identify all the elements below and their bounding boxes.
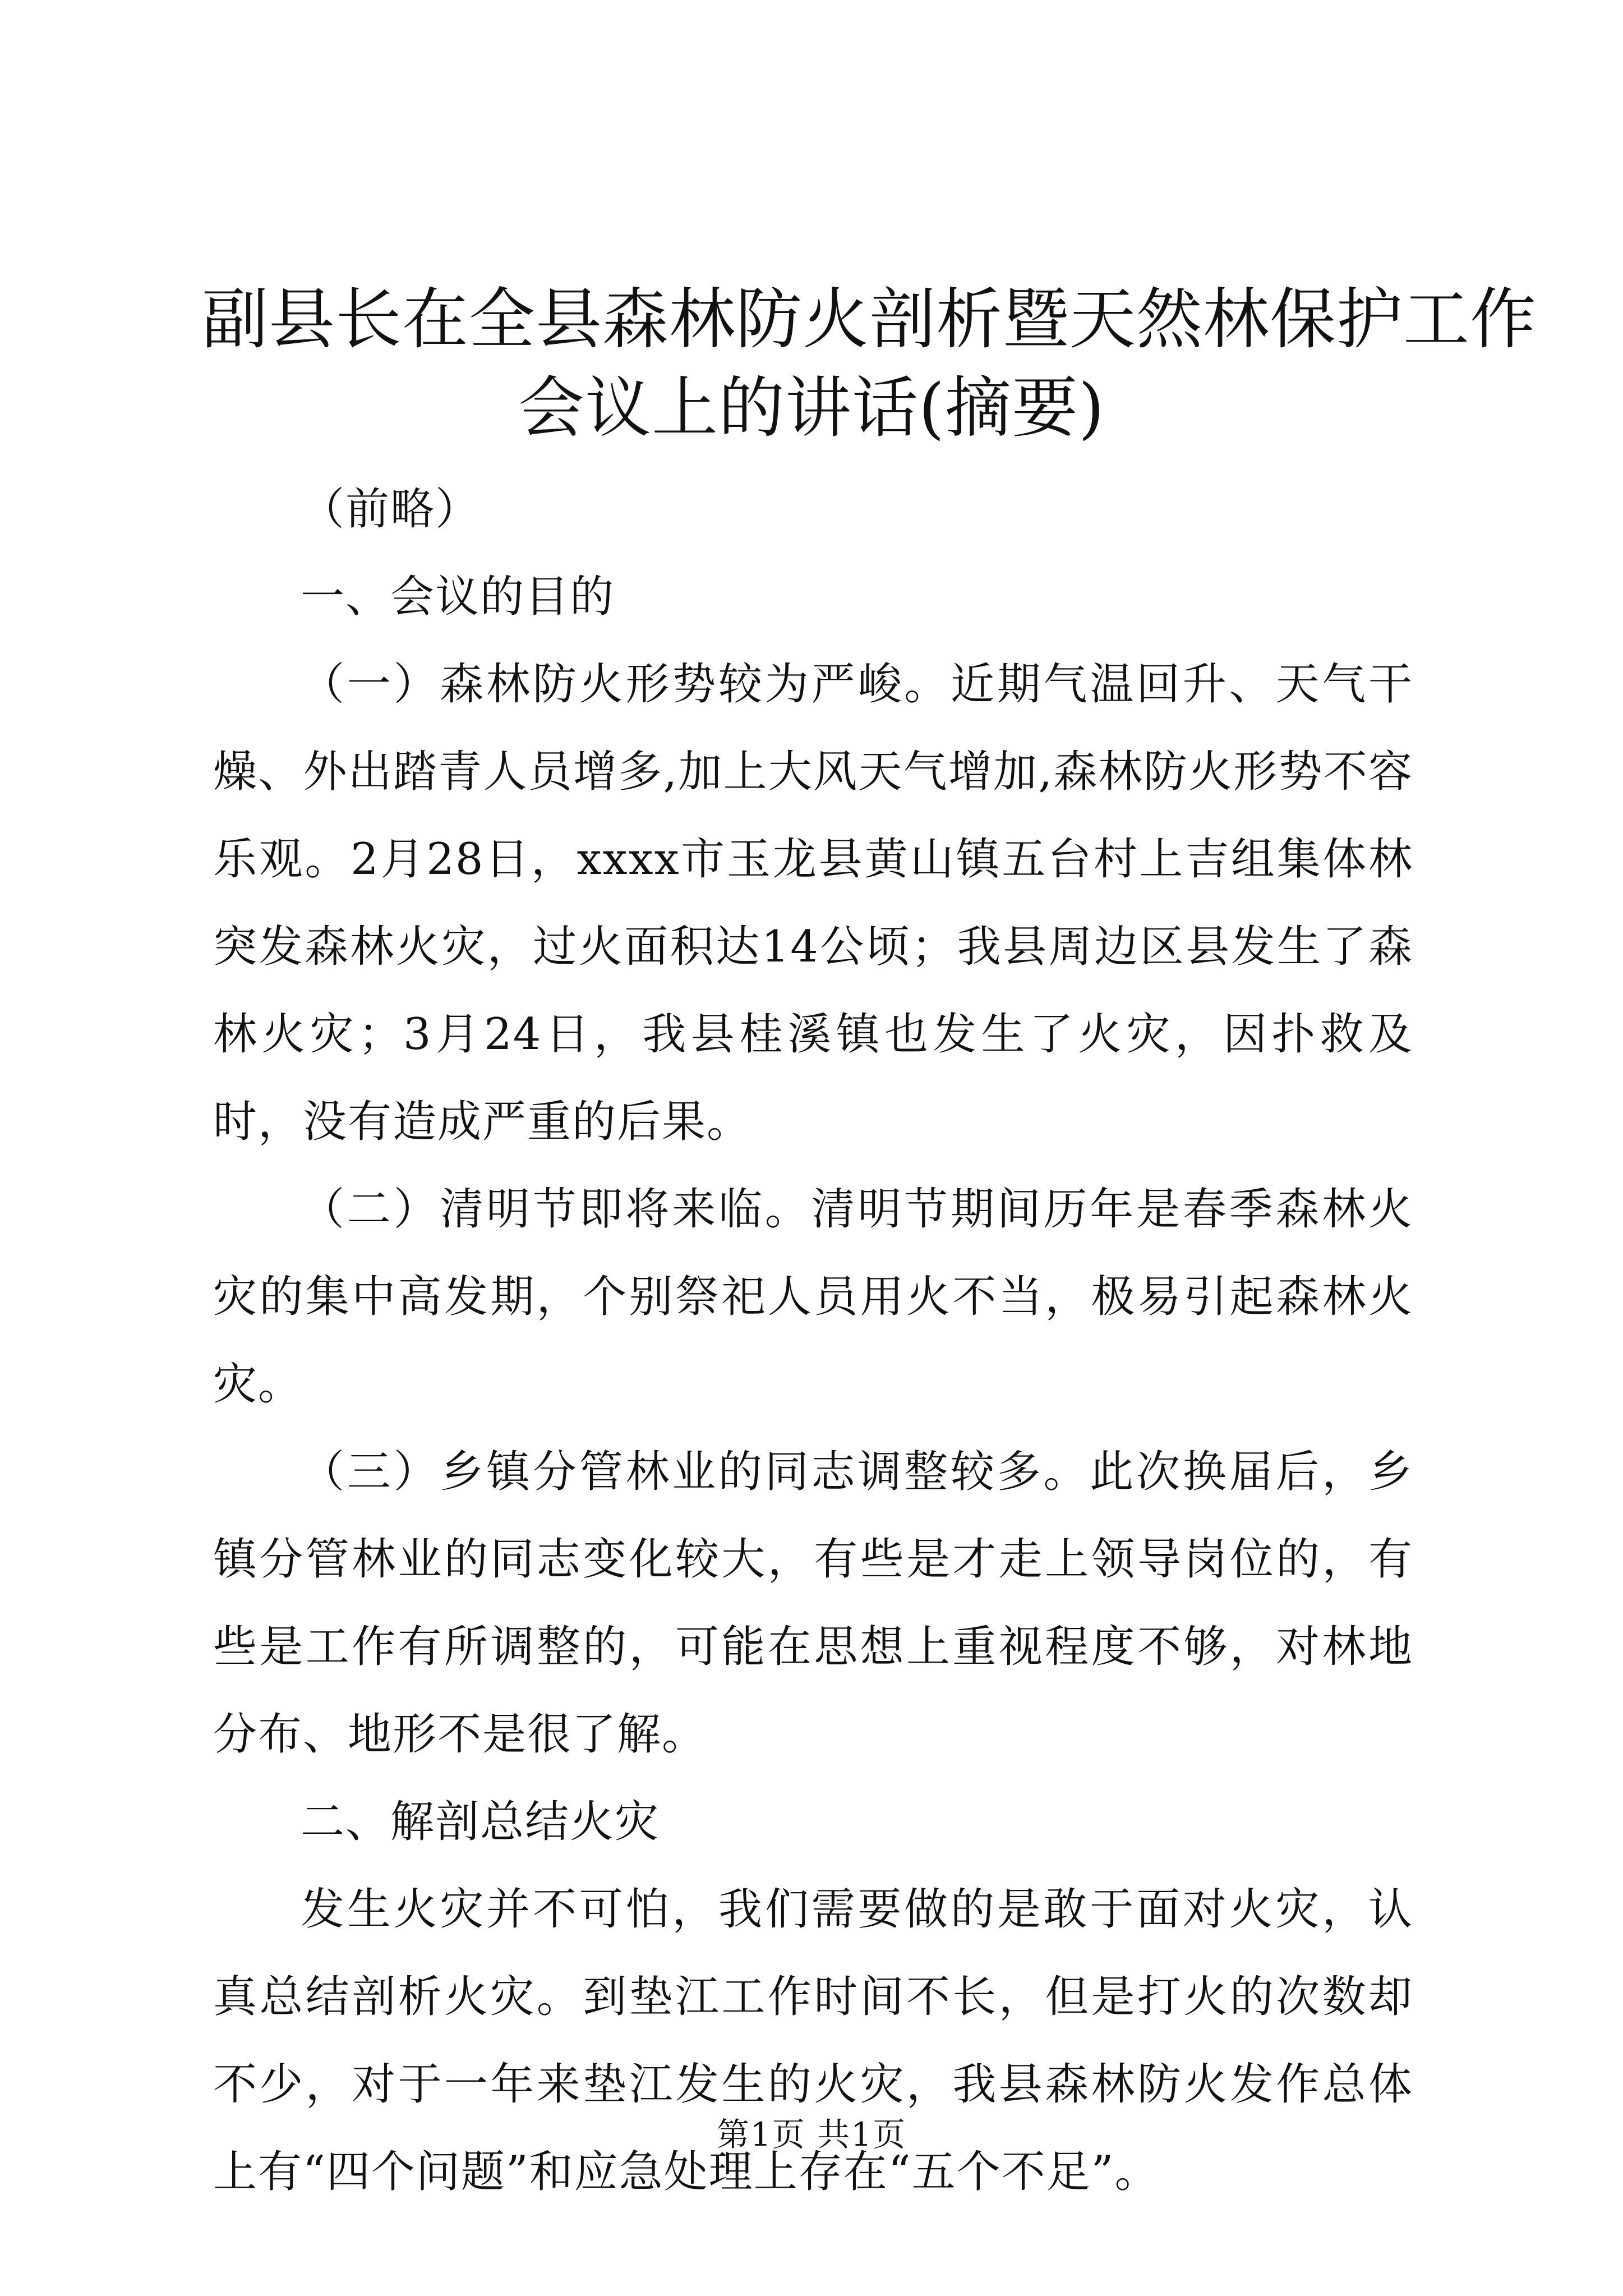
paragraph-3: （三）乡镇分管林业的同志调整较多。此次换届后，乡镇分管林业的同志变化较大，有些是才走上领导岗位的，有些是工作有所调整的，可能在思想上重视程度不够，对林地分布、地形不是很了解。 (213, 1447, 1413, 1760)
document-title (202, 275, 1537, 452)
section-heading-1: 一、会议的目的 (301, 572, 615, 622)
paragraph-preamble: （前略） (301, 484, 481, 535)
paragraph-1: （一）森林防火形势较为严峻。近期气温回升、天气干燥、外出踏青人员增多,加上大风天气增加,森林防火形势不容乐观。2月28日，xxxx市玉龙县黄山镇五台村上吉组集体林突发森林火灾，过火面积达14公顷；我县周边区县发生了森林火灾；3月24日，我县桂溪镇也发生了火灾，因扑救及时，没有造成严重的后果。 (213, 659, 1413, 1147)
title-line-1: 副县长在全县森林防火剖析暨天然林保护工作 (202, 280, 1537, 358)
paragraph-4: 发生火灾并不可怕，我们需要做的是敢于面对火灾，认真总结剖析火灾。到垫江工作时间不长，但是打火的次数却不少，对于一年来垫江发生的火灾，我县森林防火发作总体上有“四个问题”和应急处理上存在“五个不足”。 (213, 1884, 1413, 2197)
page-footer: 第1页 共1页 (716, 2115, 907, 2154)
title-line-2: 会议上的讲话(摘要) (518, 369, 1105, 447)
section-heading-2: 二、解剖总结火灾 (301, 1797, 660, 1847)
paragraph-2: （二）清明节即将来临。清明节期间历年是春季森林火灾的集中高发期，个别祭祀人员用火不当，极易引起森林火灾。 (213, 1184, 1413, 1410)
document-body (213, 466, 1413, 2216)
